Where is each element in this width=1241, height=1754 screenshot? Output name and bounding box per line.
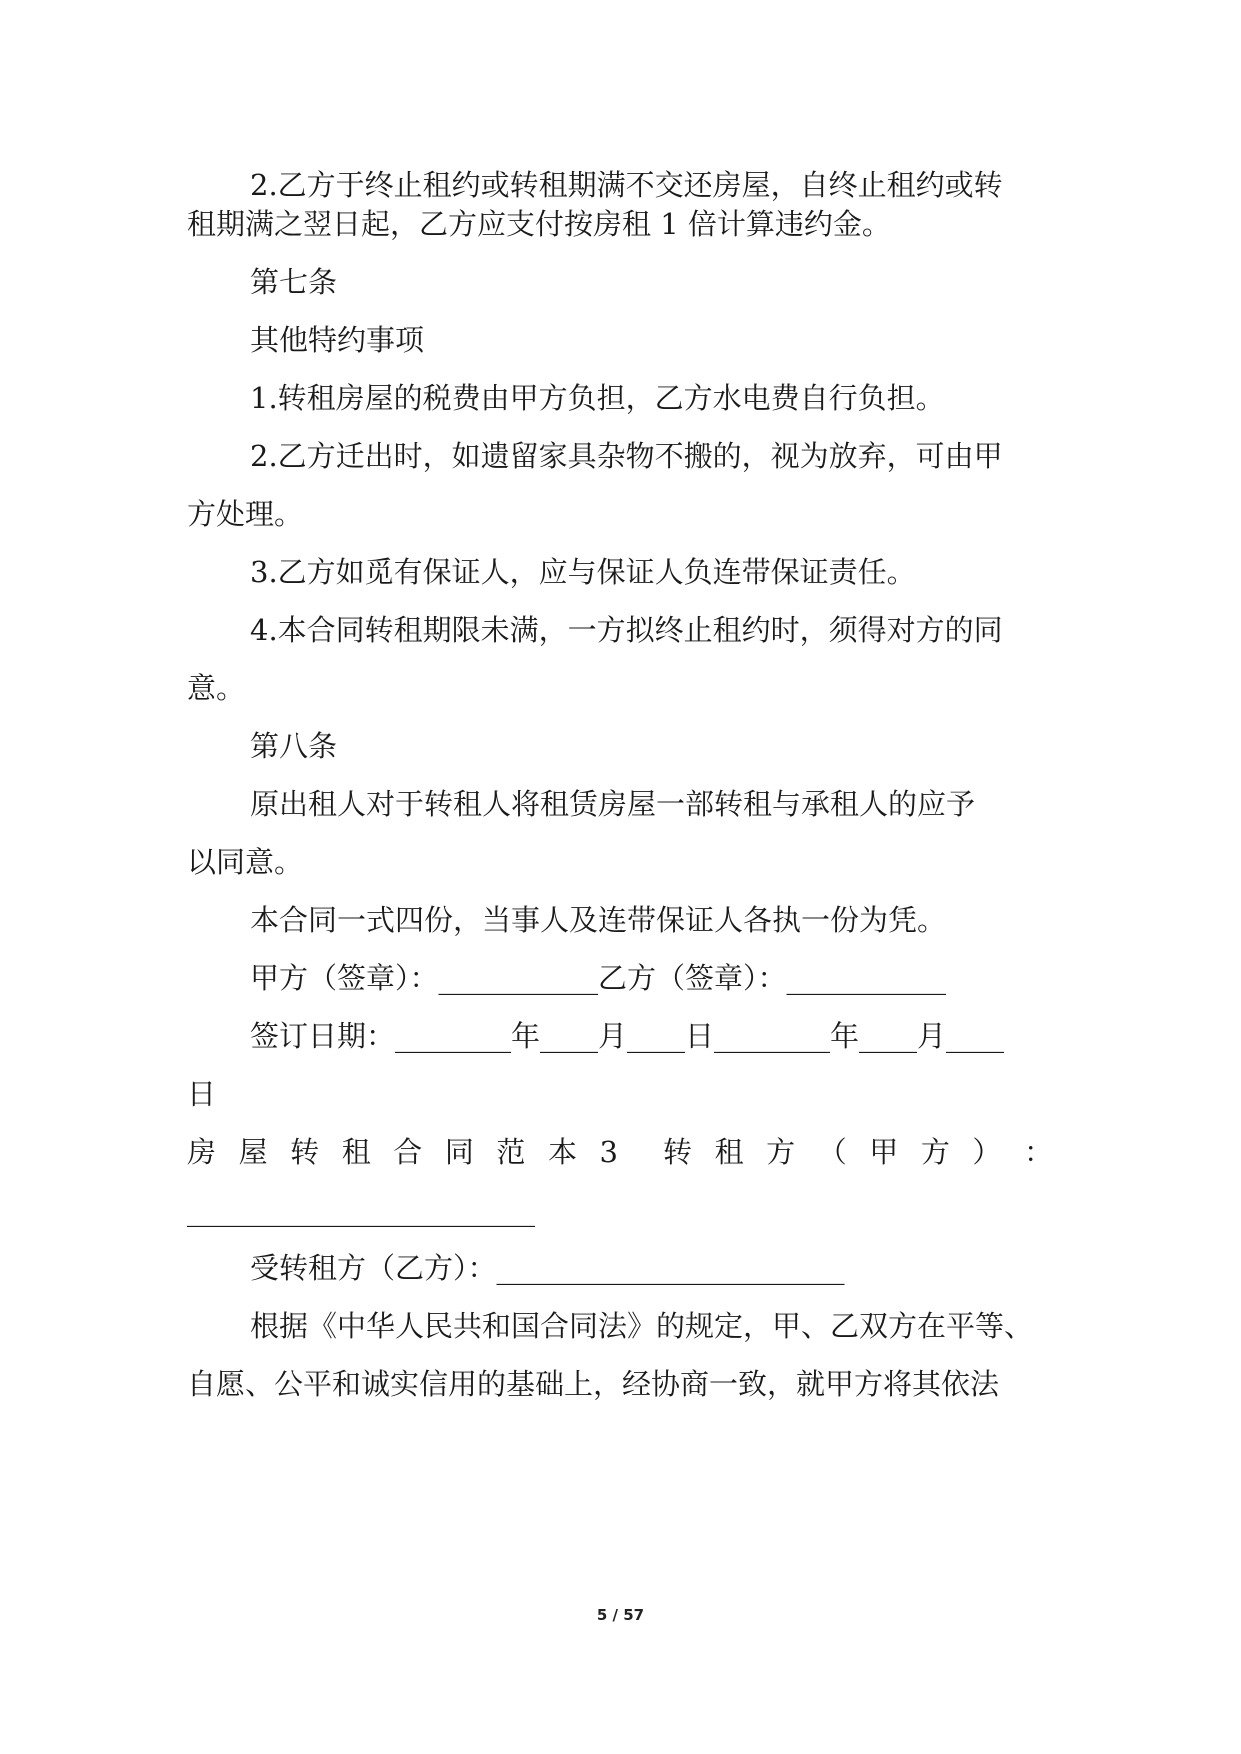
sublessee-line: 受转租方（乙方）：________________________ [250,1251,845,1285]
title-char: 合 [393,1135,423,1169]
title-char: 同 [444,1135,474,1169]
article-heading: 其他特约事项 [250,323,425,357]
title-char: ） [972,1135,1002,1169]
title-char: 范 [496,1135,526,1169]
template-title-line [187,1132,1053,1172]
title-char: 甲 [869,1135,899,1169]
date-line: 日 [187,1077,217,1111]
title-char: 屋 [238,1135,268,1169]
signature-line: 甲方（签章）：___________乙方（签章）：___________ [250,961,947,995]
clause-text: 4.本合同转租期限未满，一方拟终止租约时，须得对方的同 [250,613,1003,647]
clause-text: 2.乙方于终止租约或转租期满不交还房屋，自终止租约或转 [250,168,1003,202]
title-char: ： [1023,1135,1053,1169]
clause-text: 原出租人对于转租人将租赁房屋一部转租与承租人的应予 [250,787,976,821]
page-number: 5 / 57 [596,1606,645,1624]
title-char: 转 [290,1135,320,1169]
clause-text: 本合同一式四份，当事人及连带保证人各执一份为凭。 [250,903,947,937]
clause-text: 意。 [187,671,246,705]
clause-text: 租期满之翌日起，乙方应支付按房租 1 倍计算违约金。 [187,207,891,241]
title-char: 房 [187,1135,217,1169]
title-char: （ [817,1135,847,1169]
fill-in-underline: ________________________ [187,1193,535,1227]
date-line: 签订日期：________年____月____日________年____月____ [250,1019,1005,1053]
clause-text: 自愿、公平和诚实信用的基础上，经协商一致，就甲方将其依法 [187,1367,1000,1401]
title-char: 方 [766,1135,796,1169]
clause-text: 方处理。 [187,497,304,531]
title-char: 租 [341,1135,371,1169]
article-title: 第八条 [250,729,338,763]
clause-text: 根据《中华人民共和国合同法》的规定，甲、乙双方在平等、 [250,1309,1034,1343]
title-char: 租 [714,1135,744,1169]
title-char: 转 [663,1135,693,1169]
title-char: 3 [599,1135,618,1169]
article-title: 第七条 [250,265,338,299]
clause-text: 以同意。 [187,845,304,879]
title-char: 本 [547,1135,577,1169]
title-char: 方 [920,1135,950,1169]
clause-text: 1.转租房屋的税费由甲方负担，乙方水电费自行负担。 [250,381,945,415]
clause-text: 3.乙方如觅有保证人，应与保证人负连带保证责任。 [250,555,916,589]
clause-text: 2.乙方迁出时，如遗留家具杂物不搬的，视为放弃，可由甲 [250,439,1003,473]
